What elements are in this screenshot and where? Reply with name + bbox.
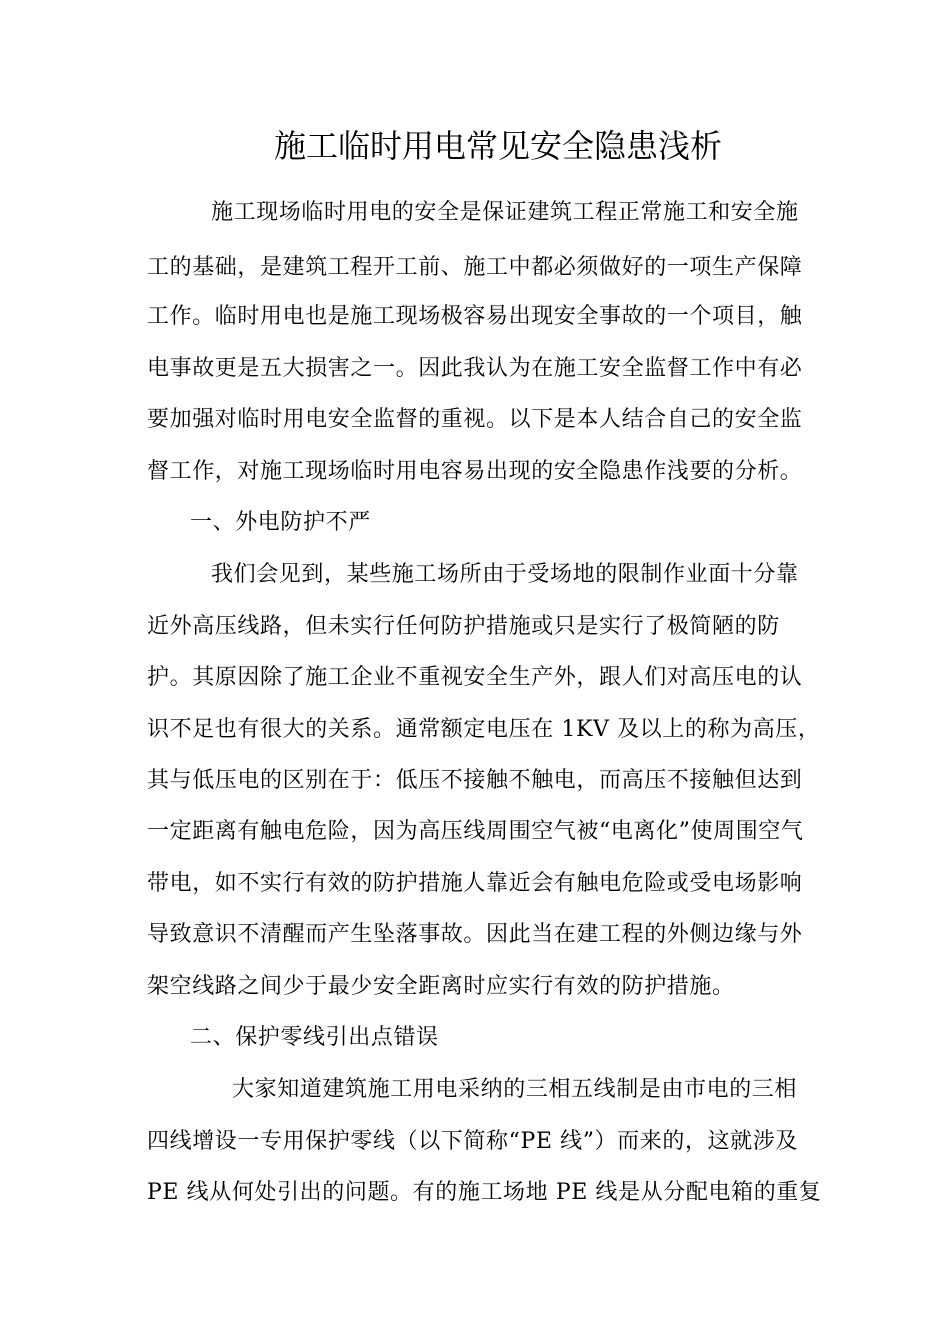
paragraph-line: 近外高压线路，但未实行任何防护措施或只是实行了极简陋的防	[147, 614, 780, 639]
paragraph-line: 工作。临时用电也是施工现场极容易出现安全事故的一个项目，触	[147, 304, 803, 329]
paragraph-line: 其与低压电的区别在于：低压不接触不触电，而高压不接触但达到	[147, 768, 803, 793]
paragraph-line: 电事故更是五大损害之一。因此我认为在施工安全监督工作中有必	[147, 356, 803, 381]
section-heading: 一、外电防护不严	[190, 510, 371, 535]
paragraph-line: 一定距离有触电危险，因为高压线周围空气被“电离化”使周围空气	[147, 819, 804, 844]
paragraph-line: 四线增设一专用保护零线（以下简称“PE 线”）而来的，这就涉及	[147, 1129, 798, 1154]
section-heading: 二、保护零线引出点错误	[190, 1025, 439, 1050]
paragraph-line: 工的基础，是建筑工程开工前、施工中都必须做好的一项生产保障	[147, 255, 803, 280]
paragraph-line: 大家知道建筑施工用电采纳的三相五线制是由市电的三相	[232, 1077, 798, 1102]
paragraph-line: 我们会见到，某些施工场所由于受场地的限制作业面十分靠	[211, 562, 799, 587]
paragraph-line: 施工现场临时用电的安全是保证建筑工程正常施工和安全施	[211, 200, 799, 225]
paragraph-line: 导致意识不清醒而产生坠落事故。因此当在建工程的外侧边缘与外	[147, 922, 803, 947]
paragraph-line: 督工作，对施工现场临时用电容易出现的安全隐患作浅要的分析。	[147, 459, 803, 484]
document-title: 施工临时用电常见安全隐患浅析	[274, 127, 723, 165]
paragraph-line: PE 线从何处引出的问题。有的施工场地 PE 线是从分配电箱的重复	[147, 1180, 822, 1205]
paragraph-line: 带电，如不实行有效的防护措施人靠近会有触电危险或受电场影响	[147, 871, 803, 896]
paragraph-line: 架空线路之间少于最少安全距离时应实行有效的防护措施。	[147, 974, 735, 999]
paragraph-line: 识不足也有很大的关系。通常额定电压在 1KV 及以上的称为高压，	[147, 717, 821, 742]
paragraph-line: 要加强对临时用电安全监督的重视。以下是本人结合自己的安全监	[147, 407, 803, 432]
paragraph-line: 护。其原因除了施工企业不重视安全生产外，跟人们对高压电的认	[147, 665, 803, 690]
